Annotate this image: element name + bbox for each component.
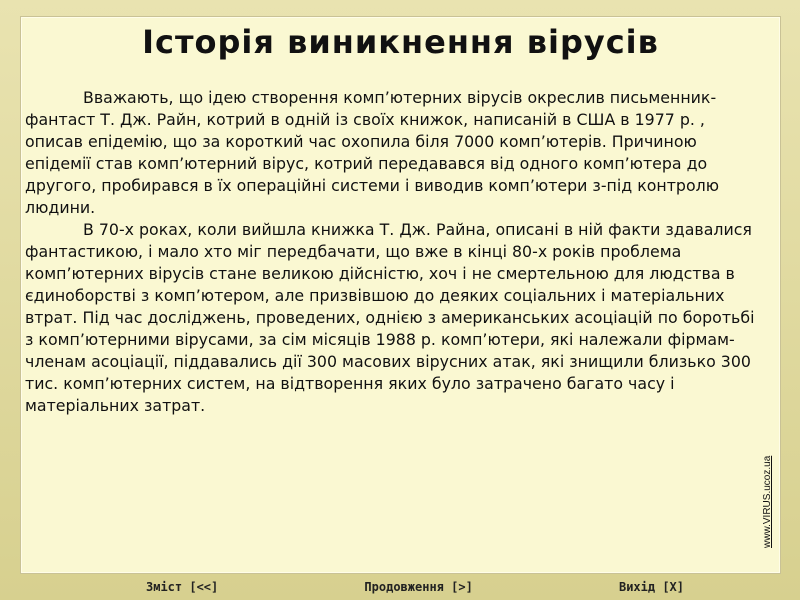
- article-body: [25, 87, 767, 417]
- paragraph-2: В 70-х роках, коли вийшла книжка Т. Дж. Райна, описані в ній факти здавалися фантастикою, і мало хто міг передбачати, що вже в кінці 80-х років проблема комп’ютерних вірусів стане великою дійсністю, хоч і не смертельною для людства в єдиноборстві з комп’ютером, але призвівшою до деяких соціальних і матеріальних втрат. Під час досліджень, проведених, однією з американських асоціацій по боротьбі з комп’ютерними вірусами, за сім місяців 1988 р. комп’ютери, які належали фірмам-членам асоціації, піддавались дії 300 масових вірусних атак, які знищили близько 300 тис. комп’ютерних систем, на відтворення яких було затрачено багато часу і матеріальних затрат.: [25, 220, 755, 415]
- site-link[interactable]: www.VIRUS.ucoz.ua: [762, 455, 773, 548]
- navigation-bar: [20, 573, 780, 600]
- exit-button[interactable]: Вихід [X]: [618, 579, 684, 594]
- contents-button[interactable]: Зміст [<<]: [146, 579, 219, 594]
- paragraph-1: Вважають, що ідею створення комп’ютерних вірусів окреслив письменник-фантаст Т. Дж. Райн, котрий в одній із своїх книжок, написаній в США в 1977 р. , описав епідемію, що за короткий час охопила біля 7000 комп’ютерів. Причиною епідемії став комп’ютерний вірус, котрий передавався від одного комп’ютера до другого, пробирався в їх операційні системи і виводив комп’ютери з-під контролю людини.: [25, 88, 720, 217]
- content-panel: [20, 16, 781, 574]
- site-link-container[interactable]: [761, 438, 775, 548]
- page-title: Історія виникнення вірусів: [142, 23, 659, 61]
- continue-button[interactable]: Продовження [>]: [364, 579, 473, 594]
